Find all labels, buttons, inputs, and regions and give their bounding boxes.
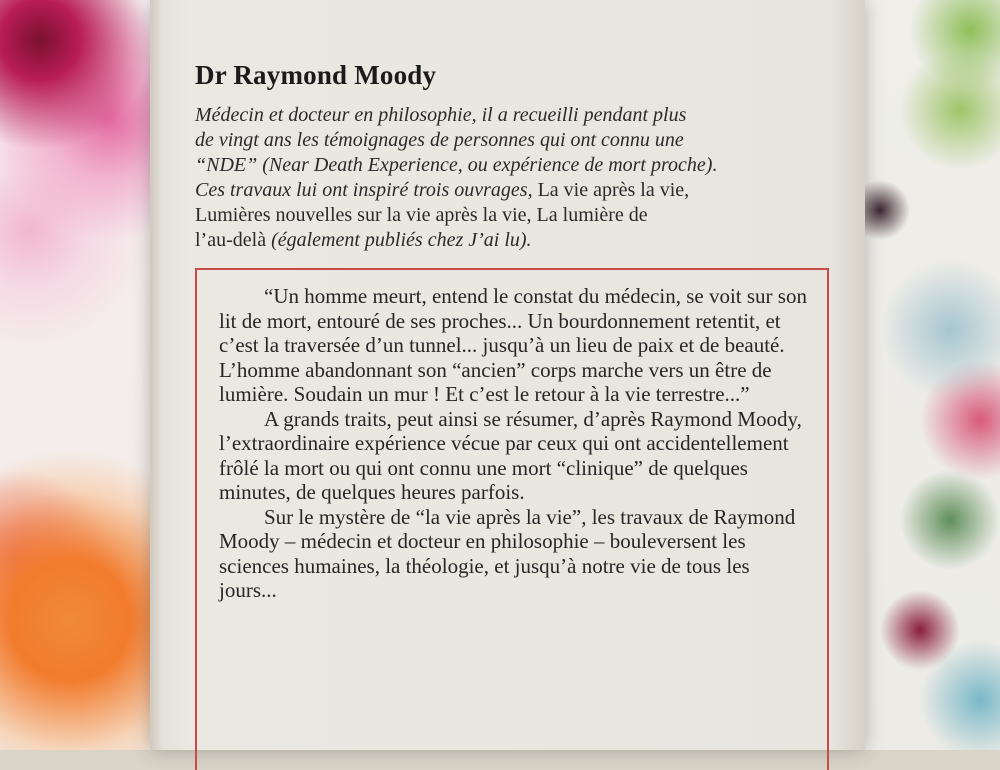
bio-line-3-roman: (Near Death Experience, ou expérience de mort proche). [262,154,718,176]
author-bio [195,103,845,253]
bio-line-1: Médecin et docteur en philosophie, il a recueilli pendant plus [195,104,687,126]
quote-frame [195,268,829,770]
bio-line-5: Lumières nouvelles sur la vie après la vie, La lumière de [195,204,648,226]
bio-line-4-italic: Ces travaux lui ont inspiré trois ouvrages, [195,179,538,201]
bio-line-2: de vingt ans les témoignages de personnes qui ont connu une [195,129,684,151]
bio-line-6-italic: (également publiés chez J’ai lu). [271,229,532,251]
bio-line-4-roman: La vie après la vie, [537,179,690,201]
bio-line-3-italic: “NDE” [195,154,263,176]
blurb-paragraph-2: A grands traits, peut ainsi se résumer, d’après Raymond Moody, l’extraordinaire expérience vécue par ceux qui ont accidentellement frôlé la mort ou qui ont connu une mort “clinique” de quelques minutes, de quelques heures parfois. [219,406,802,504]
bio-line-6-roman: l’au-delà [195,229,272,251]
watercolor-background-left [0,0,170,750]
author-name: Dr Raymond Moody [195,60,437,90]
bio-line-4 [195,178,845,203]
blurb-text [219,284,809,603]
blurb-paragraph-3: Sur le mystère de “la vie après la vie”, les travaux de Raymond Moody – médecin et docteur en philosophie – bouleversent les sciences humaines, la théologie, et jusqu’à notre vie de tous les jours... [219,504,796,602]
book-back-cover [150,0,865,750]
bio-line-6 [195,228,845,253]
bio-line-3 [195,153,845,178]
blurb-paragraph-1: “Un homme meurt, entend le constat du médecin, se voit sur son lit de mort, entouré de ses proches... Un bourdonnement retentit, et c’est la traversée d’un tunnel... jusqu’à un lieu de paix et de beauté. L’homme abandonnant son “ancien” corps marche vers un être de lumière. Soudain un mur ! Et c’est le retour à la vie terrestre...” [219,284,807,406]
